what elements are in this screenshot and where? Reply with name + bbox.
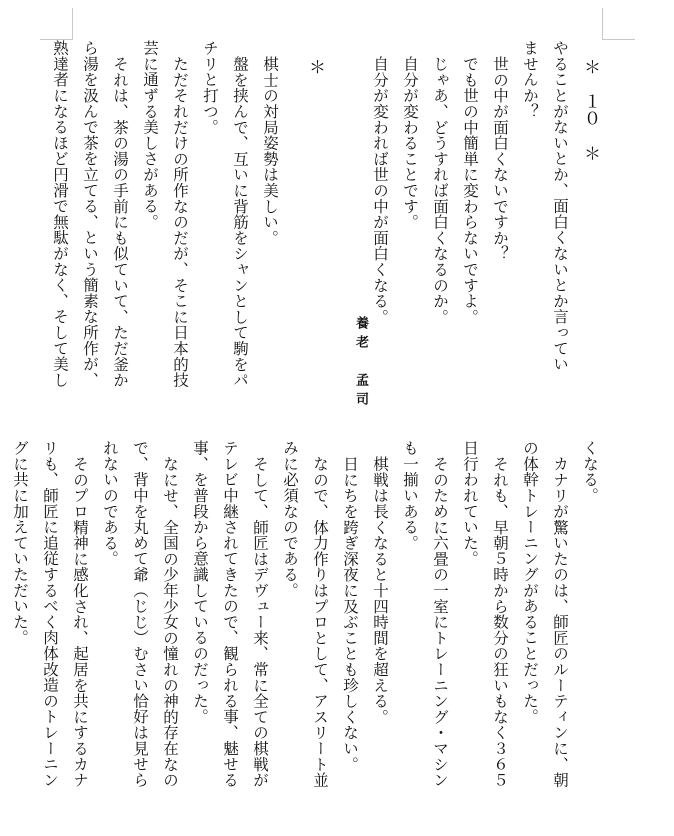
text-line: 事、を普段から意識しているのだった。 [191,440,209,725]
text-line: 日行われていた。 [461,440,479,567]
text-line: そして、師匠はデヴュー来、常に全ての棋戦が [251,456,269,788]
author-name: 養老 孟司 [353,316,368,411]
text-line: で、背中を丸めて爺（じじ）むさい恰好は見せら [131,440,149,788]
text-line: リも、師匠に追従するべく肉体改造のトレーニン [41,440,59,788]
text-line: 棋士の対局姿勢は美しい。 [261,56,279,246]
text-line: やることがないとか、面白くないとか言ってい [551,40,569,372]
text-line: 棋戦は長くなると十四時間を超える。 [371,456,389,725]
text-line: それは、茶の湯の手前にも似ていて、ただ釜か [111,56,129,388]
text-line: 盤を挟んで、互いに背筋をシャンとして駒をパ [231,56,249,388]
text-line: も一揃いある。 [401,440,419,551]
text-line: くなる。 [581,440,599,504]
text-line: それも、早朝５時から数分の狂いもなく３６５ [491,456,509,788]
text-line: カナリが驚いたのは、師匠のルーティンに、朝 [551,456,569,788]
text-line: 熟達者になるほど円滑で無駄がなく、そして美し [51,40,69,388]
text-line: なので、体力作りはプロとして、アスリート並 [311,456,329,788]
text-line: 世の中が面白くないですか？ [491,56,509,262]
crop-mark-top-right-h [602,39,635,40]
text-line: テレビ中継されてきたので、観られる事、魅せる [221,440,239,788]
crop-mark-top-left-v [72,8,73,40]
text-line: そのために六畳の一室にトレーニング・マシン [431,456,449,788]
section-heading: ＊ １０ ＊ [580,58,600,162]
text-line: 芸に通ずる美しさがある。 [141,40,159,230]
text-line: ませんか？ [521,40,539,119]
text-line: ただそれだけの所作なのだが、そこに日本的技 [171,56,189,388]
text-line: の体幹トレーニングがあることだった。 [521,440,539,725]
text-line: チリと打つ。 [201,40,219,135]
text-line: みに必須なのである。 [281,440,299,598]
text-line: そのプロ精神に感化され、起居を共にするカナ [71,456,89,788]
text-line: 自分が変わることです。 [401,56,419,230]
text-line: じゃあ、どうすれば面白くなるのか。 [431,56,449,325]
text-line: グに共に加えていただいた。 [11,440,29,646]
text-line: ら湯を汲んで茶を立てる、という簡素な所作が、 [81,40,99,388]
crop-mark-top-right-v [602,8,603,40]
text-line: 自分が変われば世の中が面白くなる。 [371,56,389,325]
text-line: 日にちを跨ぎ深夜に及ぶことも珍しくない。 [341,456,359,772]
section-separator: ＊ [305,58,325,76]
text-line: れないのである。 [101,440,119,567]
text-line: なにせ、全国の少年少女の憧れの神的存在なの [161,456,179,788]
text-line: でも世の中簡単に変わらないですよ。 [461,56,479,325]
